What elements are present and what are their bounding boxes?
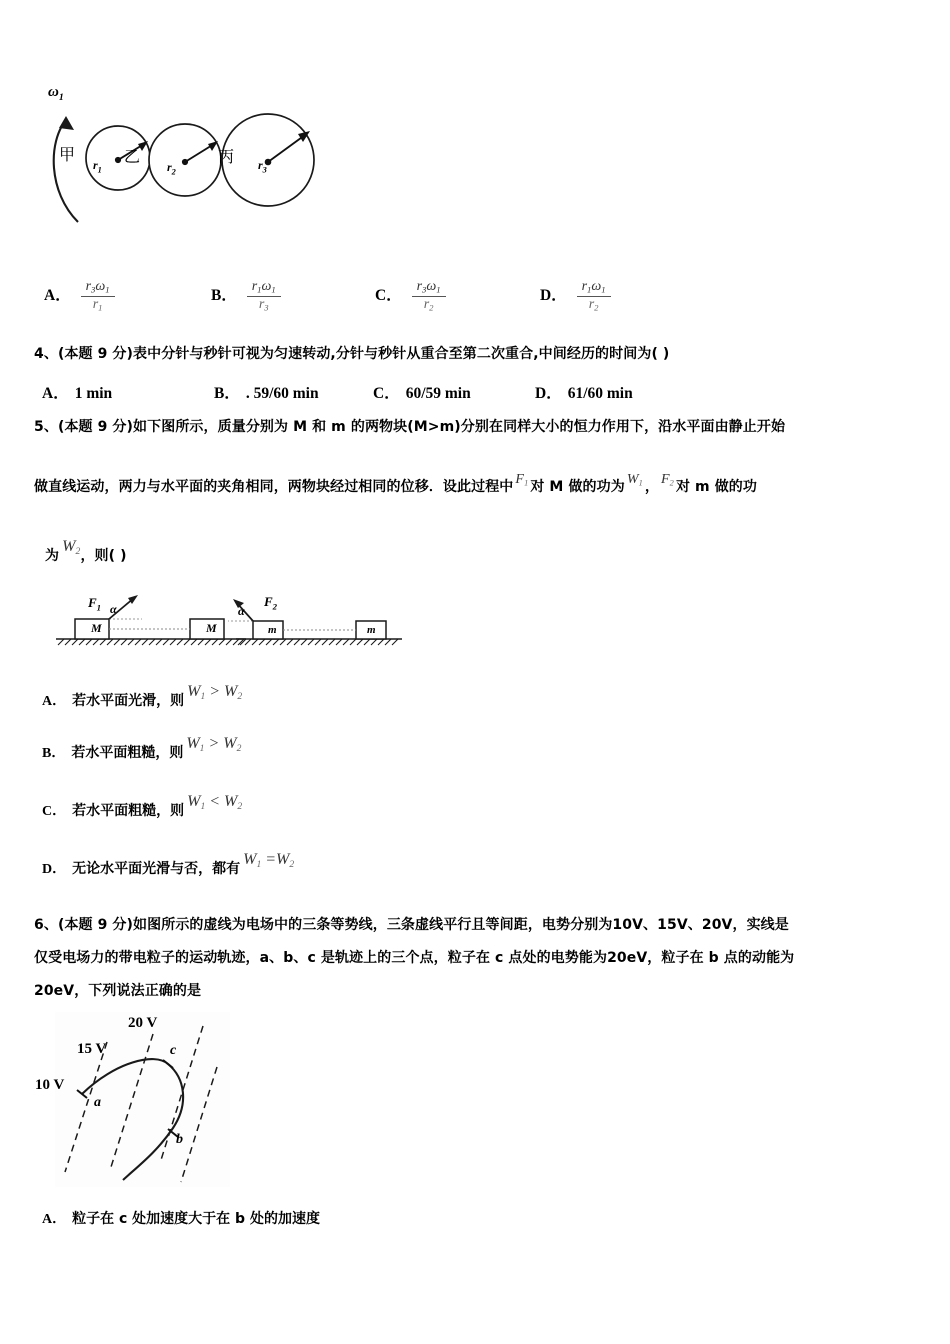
omega-arrowhead bbox=[59, 116, 74, 130]
q4-option-a-text: 1 min bbox=[74, 385, 113, 402]
q4-option-c-letter: C． bbox=[373, 385, 400, 402]
q5-option-c-relation: $W_1 < W_2$ bbox=[187, 793, 243, 812]
gear-radius-label-r2: $r_2$ bbox=[167, 160, 176, 177]
q4-option-d-letter: D． bbox=[535, 385, 562, 402]
figure-background bbox=[55, 1012, 230, 1187]
q4-option-a-letter: A． bbox=[42, 385, 69, 402]
q5-option-c-text: 若水平面粗糙，则 bbox=[72, 803, 185, 819]
q5-option-b-letter: B． bbox=[42, 746, 66, 761]
symbol-W2: $W_2$ bbox=[62, 538, 81, 557]
gear-label-yi: 乙 bbox=[124, 147, 141, 166]
q4-option-a[interactable] bbox=[42, 381, 112, 403]
q5-stem-line2-part-b: 对 M 做的功为 bbox=[530, 479, 625, 495]
trajectory-point-label-c: c bbox=[170, 1043, 177, 1058]
q5-stem-line2-part-d: 对 m 做的功 bbox=[675, 479, 758, 495]
omega1-label: $\omega_1$ bbox=[48, 84, 64, 103]
q3-option-d[interactable] bbox=[540, 280, 611, 312]
equipotential-figure bbox=[55, 1012, 230, 1187]
q5-option-a-text: 若水平面光滑，则 bbox=[72, 693, 185, 709]
q3-option-c-fraction: $\frac{r_3\omega_1}{r_2}$ bbox=[412, 280, 446, 312]
q3-option-b-fraction: $\frac{r_1\omega_1}{r_3}$ bbox=[247, 280, 281, 312]
q3-option-c-letter: C． bbox=[375, 287, 402, 304]
three-gears-figure bbox=[40, 72, 340, 232]
q5-option-a-letter: A． bbox=[42, 694, 67, 709]
block-label-m-start: m bbox=[268, 624, 277, 636]
q5-option-b[interactable] bbox=[42, 735, 242, 763]
gear-radius-label-r1: $r_1$ bbox=[93, 158, 102, 175]
q5-option-d-relation: $W_1 =W_2$ bbox=[243, 851, 295, 870]
q4-option-d[interactable] bbox=[535, 381, 633, 403]
q4-stem: 4、(本题 9 分)表中分针与秒针可视为匀速转动,分针与秒针从重合至第二次重合,中间经历的时间为( ) bbox=[34, 346, 670, 362]
angle-label-alpha-right: α bbox=[238, 604, 245, 618]
q5-stem-line1: 5、(本题 9 分)如下图所示，质量分别为 M 和 m 的两物块(M>m)分别在同样大小的恒力作用下，沿水平面由静止开始 bbox=[34, 419, 786, 435]
q5-stem-line2-part-a: 做直线运动，两力与水平面的夹角相同，两物块经过相同的位移．设此过程中 bbox=[34, 479, 514, 495]
q5-stem-line2-part-c: ， bbox=[644, 479, 660, 495]
ground-hatch-right bbox=[238, 639, 398, 645]
symbol-F2: $F_2$ bbox=[661, 472, 674, 488]
q3-option-d-letter: D． bbox=[540, 287, 567, 304]
equipotential-label-10V: 10 V bbox=[35, 1077, 65, 1093]
q4-option-b-text: . 59/60 min bbox=[245, 385, 319, 402]
equipotential-label-20V: 20 V bbox=[128, 1015, 158, 1031]
gear-label-bing: 丙 bbox=[218, 147, 235, 166]
q3-option-a-fraction: $\frac{r_3\omega_1}{r_1}$ bbox=[81, 280, 115, 312]
q5-option-d[interactable] bbox=[42, 851, 295, 879]
q5-option-b-relation: $W_1 > W_2$ bbox=[186, 735, 242, 754]
q5-stem-line3 bbox=[45, 538, 127, 568]
q4-option-b[interactable] bbox=[214, 381, 319, 403]
q5-option-c-letter: C． bbox=[42, 804, 67, 819]
q6-stem-line1: 6、(本题 9 分)如图所示的虚线为电场中的三条等势线，三条虚线平行且等间距，电势分别为10V、15V、20V，实线是 bbox=[34, 917, 789, 933]
ground-hatch-left bbox=[58, 639, 246, 645]
q6-option-a-letter: A． bbox=[42, 1212, 67, 1227]
trajectory-point-label-a: a bbox=[94, 1095, 101, 1110]
symbol-F1: $F_1$ bbox=[515, 472, 529, 488]
q6-stem-line3: 20eV，下列说法正确的是 bbox=[34, 983, 202, 999]
q3-option-b-letter: B． bbox=[211, 287, 237, 304]
block-label-M-start: M bbox=[91, 621, 102, 635]
q3-option-a[interactable] bbox=[44, 280, 115, 312]
q5-option-b-text: 若水平面粗糙，则 bbox=[71, 745, 184, 761]
q3-option-b[interactable] bbox=[211, 280, 281, 312]
q4-option-d-text: 61/60 min bbox=[567, 385, 633, 402]
equipotential-label-15V: 15 V bbox=[77, 1041, 107, 1057]
q5-stem-line3-part-a: 为 bbox=[45, 548, 60, 564]
two-blocks-figure bbox=[50, 585, 410, 653]
q3-option-c[interactable] bbox=[375, 280, 446, 312]
symbol-W1: $W_1$ bbox=[626, 472, 643, 488]
q5-option-c[interactable] bbox=[42, 793, 243, 821]
q5-option-d-letter: D． bbox=[42, 862, 67, 877]
q5-stem-line2 bbox=[34, 472, 758, 498]
q6-option-a[interactable] bbox=[42, 1208, 320, 1228]
q4-option-c[interactable] bbox=[373, 381, 471, 403]
gear-radius-label-r3: $r_3$ bbox=[258, 158, 267, 175]
q3-option-a-letter: A． bbox=[44, 287, 71, 304]
q5-option-a[interactable] bbox=[42, 683, 243, 711]
q6-option-a-text: 粒子在 c 处加速度大于在 b 处的加速度 bbox=[72, 1211, 320, 1227]
force-label-F1: $F_1$ bbox=[88, 595, 102, 613]
gear-label-jia: 甲 bbox=[59, 145, 76, 164]
force-label-F2: $F_2$ bbox=[264, 594, 278, 612]
q5-stem-line3-part-b: ，则( ) bbox=[80, 548, 127, 564]
omega-arc-path bbox=[54, 120, 78, 222]
q3-option-d-fraction: $\frac{r_1\omega_1}{r_2}$ bbox=[577, 280, 611, 312]
angle-label-alpha-left: α bbox=[110, 602, 117, 616]
block-label-m-end: m bbox=[367, 624, 376, 636]
q4-option-c-text: 60/59 min bbox=[405, 385, 471, 402]
trajectory-point-label-b: b bbox=[176, 1132, 183, 1147]
q5-option-a-relation: $W_1 > W_2$ bbox=[187, 683, 243, 702]
q5-option-d-text: 无论水平面光滑与否，都有 bbox=[72, 861, 241, 877]
q4-option-b-letter: B． bbox=[214, 385, 240, 402]
q6-stem-line2: 仅受电场力的带电粒子的运动轨迹，a、b、c 是轨迹上的三个点，粒子在 c 点处的电势能为20eV，粒子在 b 点的动能为 bbox=[34, 950, 795, 966]
block-label-M-end: M bbox=[206, 621, 217, 635]
